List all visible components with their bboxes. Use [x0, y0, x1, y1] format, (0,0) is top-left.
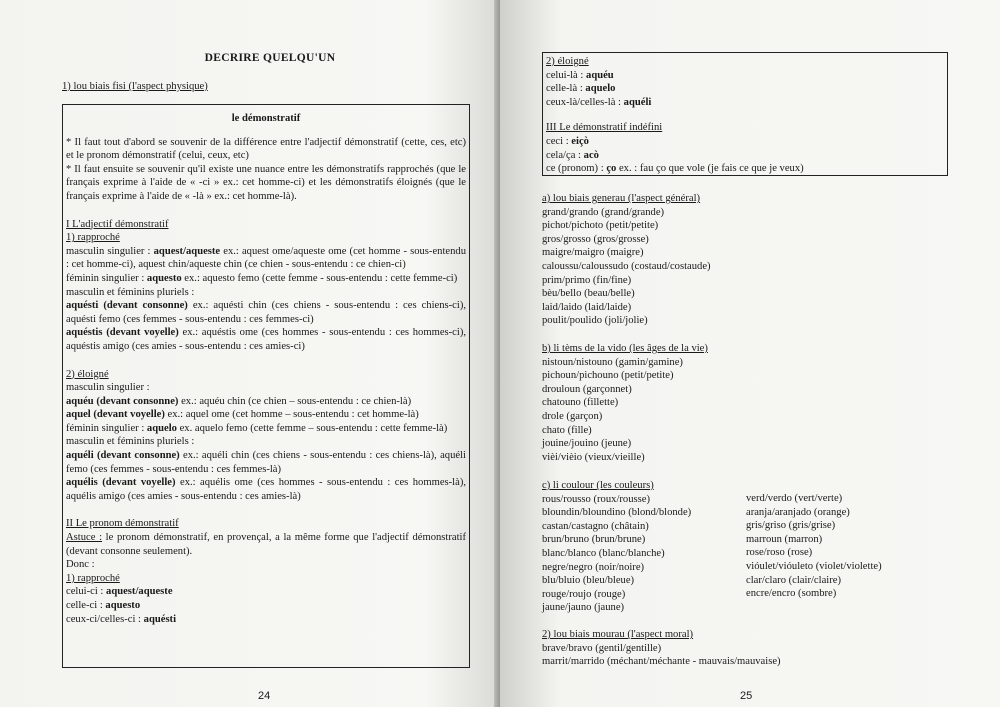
colours-list-col1 [542, 479, 691, 615]
list-item: drouloun (garçonnet) [542, 383, 632, 395]
list-item: bloundin/bloundino (blond/blonde) [542, 507, 692, 519]
list-item: rouge/roujo (rouge) [542, 588, 626, 600]
text-line: ceux-là/celles-là : aquéli [546, 96, 652, 108]
list-item: negre/negro (noir/noire) [542, 561, 645, 573]
text-line: masculin singulier : aquest/aqueste ex.: aquest ome/aqueste ome (cet homme - sous-entendu : cet homme-ci), aquest chin/aqueste chin (ce chien - sous-entendu : ce chien-ci) [66, 245, 466, 271]
heading-near: 1) rapproché [66, 232, 120, 244]
text-line: celle-là : aquelo [546, 83, 616, 95]
heading-near-2: 1) rapproché [66, 572, 120, 584]
far-pronoun-box [542, 52, 948, 176]
intro-paragraph-2: * Il faut ensuite se souvenir qu'il existe une nuance entre les démonstratifs rapprochés (que le français exprime à l'aide de « -ci » ex.: cet homme-ci) et les démonstratifs éloignés (que le français exprime à l'aide de « -là » ex.: cet homme-là). [66, 163, 466, 202]
text-line: celui-là : aquéu [546, 69, 614, 81]
section-heading-moral: 2) lou biais mourau (l'aspect moral) [542, 629, 694, 640]
list-item: gros/grosso (gros/grosse) [542, 233, 649, 245]
list-item: prim/primo (fin/fine) [542, 274, 632, 286]
list-item: brave/bravo (gentil/gentille) [542, 642, 662, 654]
list-item: laid/laido (laid/laide) [542, 301, 632, 313]
list-item: blu/bluio (bleu/bleue) [542, 575, 635, 587]
text-line: masculin singulier : [66, 382, 150, 394]
list-item: vióulet/vióuleto (violet/violette) [746, 560, 882, 572]
list-item: grand/grando (grand/grande) [542, 206, 665, 218]
life-ages-list [542, 342, 708, 464]
list-item: encre/encro (sombre) [746, 588, 837, 600]
text-line: aquel (devant voyelle) ex.: aquel ome (cet homme – sous-entendu : cet homme-là) [66, 409, 419, 421]
text-line: celle-ci : aquesto [66, 600, 141, 611]
text-line: masculin et féminins pluriels : [66, 286, 195, 298]
text-line: celui-ci : aquest/aqueste [66, 586, 173, 598]
list-item: chatouno (fillette) [542, 397, 619, 409]
list-item: poulit/poulido (joli/jolie) [542, 315, 648, 327]
section-heading-general: a) lou biais generau (l'aspect général) [542, 193, 701, 204]
text-line: aquéu (devant consonne) ex.: aquéu chin (ce chien – sous-entendu : ce chien-là) [66, 395, 412, 407]
section-heading-colours: c) li coulour (les couleurs) [542, 480, 654, 491]
list-item: brun/bruno (brun/brune) [542, 534, 646, 546]
list-item: castan/castagno (châtain) [542, 520, 649, 532]
heading-adjective: I L'adjectif démonstratif [66, 218, 169, 230]
list-item: nistoun/nistouno (gamin/gamine) [542, 356, 683, 368]
text-line: Astuce : le pronom démonstratif, en provençal, a la même forme que l'adjectif démonstratif (devant consonne seulement). [66, 532, 466, 557]
list-item: drole (garçon) [542, 410, 603, 422]
text-line: masculin et féminins pluriels : [66, 436, 195, 448]
page-number-right: 25 [740, 690, 753, 702]
heading-far: 2) éloigné [66, 368, 109, 380]
text-line: féminin singulier : aquelo ex. aquelo femo (cette femme – sous-entendu : cette femme-là) [66, 422, 448, 434]
text-line: féminin singulier : aquesto ex.: aquesto femo (cette femme - sous-entendu : cette femme-ci) [66, 272, 458, 284]
list-item: clar/claro (clair/claire) [746, 574, 841, 586]
heading-indefinite: III Le démonstratif indéfini [546, 122, 663, 134]
text-line: cela/ça : acò [546, 149, 599, 161]
intro-paragraph-1: * Il faut tout d'abord se souvenir de la différence entre l'adjectif démonstratif (cette, ces, etc) et le pronom démonstratif (celui, ceux, etc) [66, 136, 466, 162]
section-heading-physical: 1) lou biais fisi (l'aspect physique) [62, 81, 208, 92]
colours-list-col2 [746, 492, 882, 601]
text-line: aquélis (devant voyelle) ex.: aquélis ome (ces hommes - sous-entendu : ces hommes-là), aquélis amigo (ces amies - sous-entendu : ces amies-là) [66, 477, 467, 502]
list-item: vièi/vièio (vieux/vieille) [542, 451, 645, 463]
list-item: bèu/bello (beau/belle) [542, 288, 635, 300]
text-line: aquésti (devant consonne) ex.: aquésti chin (ces chiens - sous-entendu : ces chiens-ci), aquésti femo (ces femmes - sous-entendu : ces femmes-ci) [66, 300, 466, 325]
list-item: aranja/aranjado (orange) [746, 506, 850, 518]
list-item: pichoun/pichouno (petit/petite) [542, 370, 674, 382]
box-heading: le démonstratif [231, 113, 301, 124]
list-item: maigre/maigro (maigre) [542, 247, 644, 259]
text-line: aquéstis (devant voyelle) ex.: aquéstis ome (ces hommes - sous-entendu : ces hommes-ci), aquéstis amigo (ces amies - sous-entendu : ces amies-ci) [66, 327, 467, 352]
list-item: caloussu/caloussudo (costaud/costaude) [542, 260, 711, 272]
list-item: jaune/jauno (jaune) [542, 602, 625, 614]
list-item: verd/verdo (vert/verte) [746, 493, 843, 504]
text-line: ceux-ci/celles-ci : aquésti [66, 613, 177, 625]
moral-aspect-list [542, 628, 781, 669]
list-item: marroun (marron) [746, 533, 823, 545]
page-title: DECRIRE QUELQU'UN [204, 52, 336, 64]
text-line: ceci : eiçò [546, 135, 589, 147]
text-line: aquéli (devant consonne) ex.: aquéli chin (ces chiens - sous-entendu : ces chiens-là), aquéli femo (ces femmes - sous-entendu : ces femmes-là) [66, 450, 466, 475]
heading-pronoun: II Le pronom démonstratif [66, 518, 179, 530]
list-item: marrit/marrido (méchant/méchante - mauvais/mauvaise) [542, 656, 781, 668]
text-line: ce (pronom) : ço ex. : fau ço que vole (je fais ce que je veux) [546, 163, 804, 175]
list-item: rose/roso (rose) [746, 547, 813, 559]
list-item: blanc/blanco (blanc/blanche) [542, 547, 665, 559]
list-item: jouine/jouino (jeune) [542, 438, 632, 450]
demonstrative-box [62, 104, 470, 668]
heading-far-2: 2) éloigné [546, 56, 589, 67]
general-aspect-list [542, 192, 711, 328]
list-item: rous/rousso (roux/rousse) [542, 493, 650, 505]
text-line: Donc : [66, 559, 95, 571]
page-number-left: 24 [258, 690, 271, 702]
section-heading-ages: b) li tèms de la vido (les âges de la vie) [542, 343, 708, 354]
list-item: pichot/pichoto (petit/petite) [542, 220, 659, 232]
list-item: gris/griso (gris/grise) [746, 520, 836, 532]
list-item: chato (fille) [542, 424, 592, 436]
